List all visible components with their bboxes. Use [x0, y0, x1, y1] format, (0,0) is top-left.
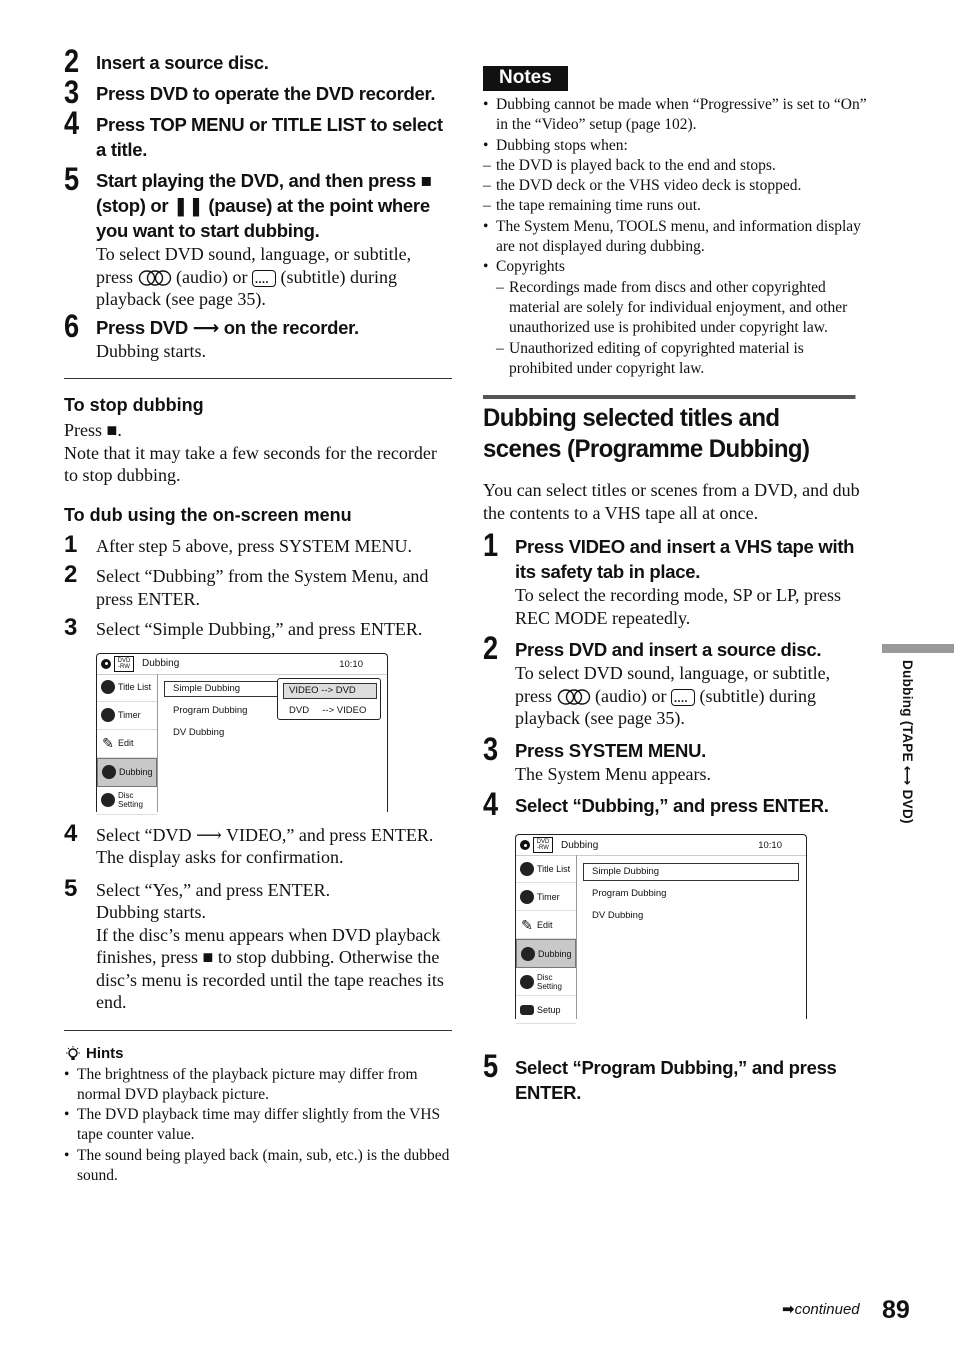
sidebar-label: Timer: [118, 710, 141, 720]
list-item: • The DVD playback time may differ slightly from the VHS tape counter value.: [64, 1105, 452, 1146]
sub-list-item: – Recordings made from discs and other copyrighted material are solely for individual enjoyment, and other unauthorized use is prohibited under copyright law.: [496, 278, 871, 339]
step-text: Select “Yes,” and press ENTER. Dubbing starts. If the disc’s menu appears when DVD playback finishes, press ■ to stop dubbing. Otherwise the disc’s menu is recorded until the tape reaches its end.: [96, 879, 444, 1012]
sidebar-label: Dubbing: [538, 948, 572, 959]
onscreen-step-1: [64, 530, 452, 558]
r-step-2: [483, 630, 871, 730]
step-text: Select “DVD ⟶ VIDEO,” and press ENTER. The display asks for confirmation.: [96, 824, 434, 867]
step-number: 6: [64, 307, 80, 344]
hints-section: [64, 1045, 452, 1187]
chapter-side-tab: Dubbing (TAPE ⟷ DVD): [900, 660, 915, 824]
step-body: To select the recording mode, SP or LP, press REC MODE repeatedly.: [515, 585, 842, 628]
step-text: Select “Simple Dubbing,” and press ENTER.: [96, 619, 423, 639]
onscreen-step-3: [64, 614, 452, 641]
dubbing-menu-screen: [515, 834, 807, 1019]
menu-item-program-dubbing[interactable]: Program Dubbing: [173, 704, 248, 716]
sidebar-label: Setup: [537, 1004, 561, 1015]
hints-heading: [64, 1045, 452, 1063]
step-title: Select “Dubbing,” and press ENTER.: [515, 795, 829, 817]
r-step-1: [483, 527, 871, 629]
menu-item-simple-dubbing[interactable]: Simple Dubbing: [173, 682, 241, 694]
subtitle-icon: [671, 689, 695, 706]
onscreen-step-4: [64, 819, 452, 869]
audio-icon: [557, 689, 591, 705]
sub-list-item: – Unauthorized editing of copyrighted material is prohibited under copyright law.: [496, 339, 871, 380]
sub-list: [483, 156, 871, 217]
menu-item-simple-dubbing[interactable]: Simple Dubbing: [592, 866, 660, 878]
sub-list: [496, 278, 871, 379]
menu-item-dv-dubbing[interactable]: DV Dubbing: [173, 726, 225, 738]
step-number: 3: [483, 730, 499, 767]
screen-header: [516, 835, 806, 856]
step-number: 4: [64, 105, 80, 141]
dubbing-submenu: [277, 678, 381, 720]
timer-icon: [520, 890, 534, 904]
continued-label: continued: [794, 1301, 860, 1318]
step-body: The System Menu appears.: [515, 763, 711, 784]
body-text-audio: (audio) or: [176, 266, 248, 287]
step-4-top-menu: [64, 105, 452, 162]
step-text: After step 5 above, press SYSTEM MENU.: [96, 535, 412, 556]
step-number: 5: [64, 874, 78, 902]
step-title: Press TOP MENU or TITLE LIST to select a title.: [96, 114, 443, 160]
sidebar-item-title-list[interactable]: [97, 674, 157, 702]
right-column: [483, 66, 871, 1109]
divider: [64, 1030, 452, 1031]
r-step-4: [483, 786, 871, 823]
edit-icon: ✎: [521, 916, 533, 933]
step-title: Press DVD ⟶ on the recorder.: [96, 316, 359, 338]
list-item: [483, 136, 871, 217]
sidebar-item-timer[interactable]: [97, 702, 157, 730]
sidebar-label: Dubbing: [119, 767, 153, 777]
sidebar-label: Disc Setting: [537, 972, 562, 991]
sidebar-item-setup[interactable]: [516, 996, 576, 1024]
r-step-3: [483, 730, 871, 786]
step-body: [515, 662, 871, 730]
setup-icon: [520, 1005, 534, 1015]
title-list-icon: [101, 680, 115, 694]
stop-line-2: Note that it may take a few seconds for the recorder to stop dubbing.: [64, 442, 437, 485]
sidebar-label: Edit: [118, 738, 134, 748]
onscreen-heading: To dub using the on-screen menu: [64, 504, 352, 525]
notes-list: [483, 95, 871, 379]
body-text-post: (subtitle) during playback (see page 35).: [515, 685, 816, 729]
hints-list: [64, 1065, 452, 1187]
sidebar-label: Timer: [537, 891, 560, 902]
dvd-rw-badge: DVD -RW: [533, 837, 553, 853]
disc-setting-icon: [520, 975, 534, 989]
dubbing-icon: [521, 947, 535, 961]
step-title: Press VIDEO and insert a VHS tape with its safety tab in place.: [515, 536, 855, 583]
stop-dubbing-heading: To stop dubbing: [64, 395, 204, 415]
screen-sidebar: [97, 674, 158, 812]
step-number: 2: [64, 561, 78, 588]
screen-header: [97, 654, 387, 675]
left-column: [64, 43, 452, 1186]
step-number: 3: [64, 74, 80, 110]
step-title: Press SYSTEM MENU.: [515, 739, 706, 761]
sidebar-item-title-list[interactable]: [516, 855, 576, 883]
arrow-right-icon: ➡: [782, 1301, 795, 1318]
step-title: Press DVD and insert a source disc.: [515, 639, 822, 661]
page-number: 89: [882, 1296, 910, 1324]
stop-line-1: Press ■.: [64, 420, 122, 440]
sidebar-item-dubbing[interactable]: [516, 939, 576, 968]
list-item: [483, 257, 871, 379]
chapter-tab-bar: [882, 644, 954, 653]
title-list-icon: [520, 862, 534, 876]
sub-list-item: – the DVD deck or the VHS video deck is stopped.: [483, 176, 871, 196]
disc-icon: [101, 659, 111, 669]
list-item: • The brightness of the playback picture may differ from normal DVD playback picture.: [64, 1065, 452, 1106]
step-number: 5: [483, 1048, 499, 1085]
lightbulb-icon: [64, 1045, 82, 1063]
divider: [64, 378, 452, 379]
disc-icon: [520, 840, 530, 850]
subtitle-icon: [252, 270, 276, 287]
sidebar-label: Title List: [537, 863, 571, 874]
audio-icon: [138, 270, 172, 286]
step-body: [96, 243, 452, 311]
list-item-text: Dubbing stops when:: [496, 136, 628, 154]
notes-badge: Notes: [483, 66, 568, 91]
sidebar-item-timer[interactable]: [516, 883, 576, 911]
menu-item-program-dubbing[interactable]: Program Dubbing: [592, 888, 667, 900]
sidebar-item-disc-setting[interactable]: [97, 787, 157, 815]
submenu-video-to-dvd[interactable]: VIDEO --> DVD: [289, 684, 356, 696]
screen-title: Dubbing: [561, 839, 599, 851]
list-item: • The sound being played back (main, sub, etc.) is the dubbed sound.: [64, 1146, 452, 1187]
step-number: 5: [64, 161, 80, 197]
sidebar-item-edit[interactable]: [516, 911, 576, 939]
step-number: 4: [483, 786, 499, 823]
step-number: 2: [483, 630, 499, 667]
sidebar-label: Disc Setting: [118, 791, 143, 809]
onscreen-step-2: [64, 561, 452, 610]
step-body: Dubbing starts.: [96, 340, 206, 361]
step-title: Select “Program Dubbing,” and press ENTER.: [515, 1057, 837, 1104]
submenu-dvd-to-video[interactable]: DVD --> VIDEO: [289, 704, 367, 716]
step-title: Start playing the DVD, and then press ■ (stop) or ❚❚ (pause) at the point where you want to start dubbing.: [96, 170, 432, 241]
list-item: • The System Menu, TOOLS menu, and information display are not displayed during dubbing.: [483, 217, 871, 258]
dvd-rw-badge: DVD -RW: [114, 656, 134, 672]
step-number: 3: [64, 614, 78, 641]
section-intro: You can select titles or scenes from a DVD, and dub the contents to a VHS tape all at once.: [483, 480, 860, 523]
body-text-audio: (audio) or: [595, 685, 667, 706]
timer-icon: [101, 708, 115, 722]
edit-icon: ✎: [102, 735, 114, 751]
body-text-pre: To select DVD sound, language, or subtitle, press: [515, 663, 831, 706]
step-number: 2: [64, 43, 80, 79]
step-number: 1: [483, 527, 499, 564]
hints-label: Hints: [86, 1045, 124, 1062]
sidebar-item-dubbing[interactable]: [97, 758, 157, 787]
sidebar-item-disc-setting[interactable]: [516, 968, 576, 996]
step-text: Select “Dubbing” from the System Menu, and press ENTER.: [96, 566, 429, 609]
sidebar-label: Title List: [118, 682, 152, 692]
step-title: Press DVD to operate the DVD recorder.: [96, 83, 436, 104]
sidebar-item-edit[interactable]: [97, 730, 157, 758]
step-title: Insert a source disc.: [96, 52, 269, 73]
screen-clock: 10:10: [339, 658, 363, 670]
sidebar-label: Edit: [537, 919, 553, 930]
body-text-post: (subtitle) during playback (see page 35).: [96, 266, 397, 309]
onscreen-menu-section: [64, 503, 452, 1014]
screen-title: Dubbing: [142, 658, 180, 669]
dubbing-menu-screen: [96, 653, 388, 812]
step-6-press-dvd-arrow: [64, 307, 452, 363]
continued-note: [782, 1300, 860, 1318]
dubbing-icon: [102, 765, 116, 779]
sub-list-item: – the tape remaining time runs out.: [483, 196, 871, 216]
stop-dubbing-section: [64, 393, 452, 487]
disc-setting-icon: [101, 793, 115, 807]
step-5-start-playing: [64, 161, 452, 311]
r-step-5: [483, 1048, 871, 1105]
list-item-text: Copyrights: [496, 258, 565, 276]
menu-item-dv-dubbing[interactable]: DV Dubbing: [592, 910, 644, 922]
sub-list-item: – the DVD is played back to the end and stops.: [483, 156, 871, 176]
screen-clock: 10:10: [758, 840, 782, 852]
step-number: 4: [64, 819, 78, 847]
step-number: 1: [64, 530, 78, 558]
body-text-pre: To select DVD sound, language, or subtitle, press: [96, 244, 412, 287]
section-title: Dubbing selected titles and scenes (Programme Dubbing): [483, 395, 855, 465]
list-item: • Dubbing cannot be made when “Progressive” is set to “On” in the “Video” setup (page 102).: [483, 95, 871, 136]
screen-sidebar: [516, 855, 577, 1019]
step-2-insert-disc: [64, 43, 452, 79]
step-3-press-dvd: [64, 74, 452, 110]
onscreen-step-5: [64, 874, 452, 1014]
